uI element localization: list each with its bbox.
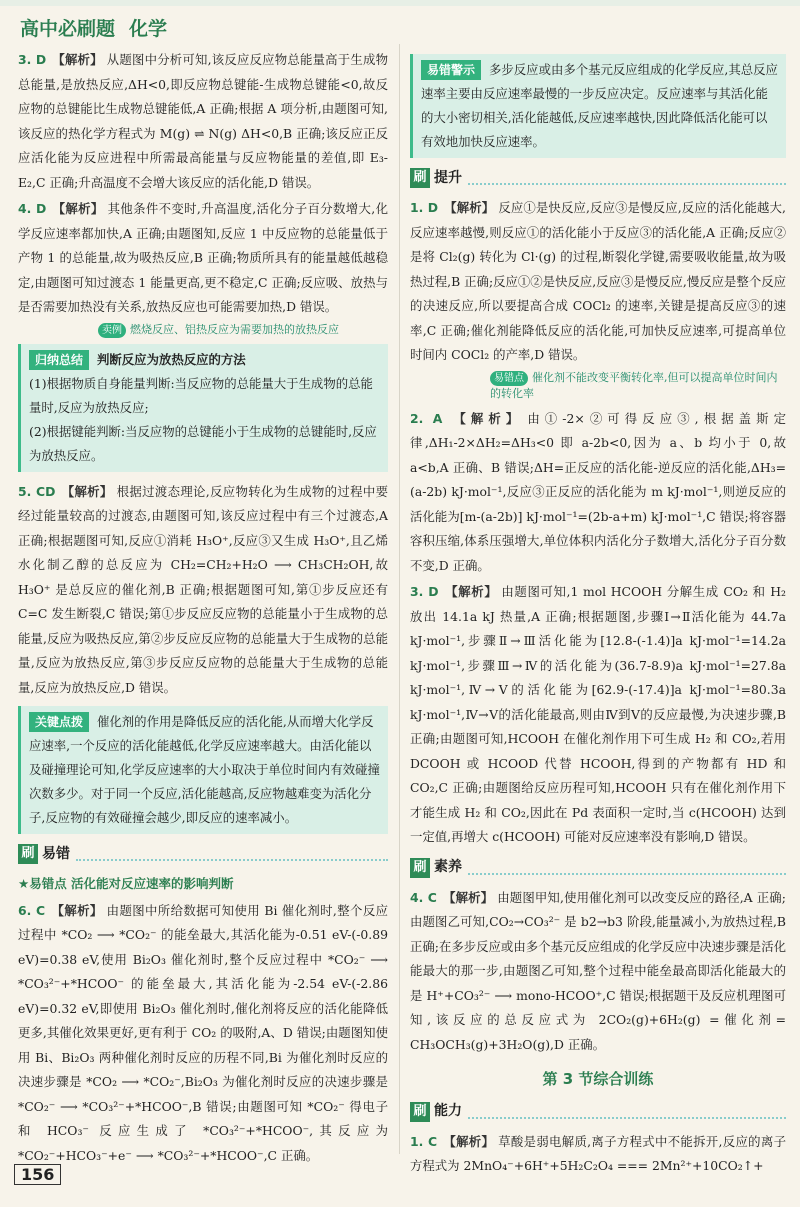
answer-item [410,1130,786,1179]
warning-text: 多步反应或由多个基元反应组成的化学反应,其总反应速率主要由反应速率最慢的一步反应决定。反应速率与其活化能的大小密切相关,活化能越低,反应速率越快,因此降低活化能可以有效地加快反应速率。 [421,62,778,149]
answer-number: 3. D [18,52,47,67]
answer-text: 其他条件不变时,升高温度,活化分子百分数增大,化学反应速率都加快,A 正确;由题图知,反应 1 中反应物的总能量低于产物 1 的总能量,故为吸热反应,B 正确;物质所具有的能量越低越稳定,由题图可知过渡态 1 能量更高,更不稳定,C 正确;反应吸、放热与是否需要加热没有关系,放热反应也可能需要加热,D 错误。 [18,201,388,314]
dotted-rule [468,1105,786,1119]
answer-number: 5. CD [18,483,56,499]
dotted-rule [468,861,786,875]
answer-text: 由题图可知,1 mol HCOOH 分解生成 CO₂ 和 H₂ 放出 14.1a kJ 热量,A 正确;根据题图,步骤Ⅰ→Ⅱ活化能为 44.7a kJ·mol⁻¹,步骤Ⅱ→Ⅲ活化能为[12.8-(-1.4)]a kJ·mol⁻¹=14.2a kJ·mol⁻¹,步骤Ⅲ→Ⅳ的活化能为(36.7-8.9)a kJ·mol⁻¹=27.8a kJ·mol⁻¹,Ⅳ→Ⅴ的活化能为[62.9-(-17.4)]a kJ·mol⁻¹=80.3a kJ·mol⁻¹,Ⅳ→Ⅴ的活化能最高,则由Ⅳ到Ⅴ的反应最慢,为决速步骤,B 正确;由题图可知,HCOOH 在催化剂作用下可生成 H₂ 和 CO₂,若用 DCOOH 或 HCOOD 代替 HCOOH,得到的产物都有 HD 和 CO₂,C 正确;由题图给反应历程可知,HCOOH 只有在催化剂作用下才能生成 H₂ 和 CO₂,因此在 Pd 表面积一定时,当 c(HCOOH) 达到一定值,再增大 c(HCOOH) 可能对反应速率没有影响,D 错误。 [410,584,786,844]
answer-number: 6. C [18,902,46,918]
section-suyang [410,856,786,880]
analysis-tag: 【解析】 [52,52,103,67]
section-badge: 刷 [410,1102,430,1122]
answer-item [410,886,786,1058]
analysis-tag: 【解析】 [52,201,104,216]
keypoint-box [18,706,388,834]
section-nengli [410,1100,786,1124]
keypoint-text: 催化剂的作用是降低反应的活化能,从而增大化学反应速率,一个反应的活化能越低,化学反应速率越大。由活化能以及碰撞理论可知,化学反应速率的大小取决于单位时间内有效碰撞次数多少。对于同一个反应,活化能越高,反应物越难变为活化分子,反应物的有效碰撞会越少,即反应的速率减小。 [29,714,380,825]
error-point-heading: ★易错点 活化能对反应速率的影响判断 [18,876,234,891]
note-text: 催化剂不能改变平衡转化率,但可以提高单位时间内的转化率 [490,370,778,400]
page-header [20,14,167,41]
answer-item [18,480,388,701]
analysis-tag: 【解析】 [444,584,498,599]
answer-item [18,48,388,195]
answer-item [18,899,388,1169]
keypoint-label: 关键点拨 [29,712,89,732]
analysis-tag: 【解析】 [442,889,494,905]
section-title: 能力 [434,1103,462,1120]
answer-text: 反应①是快反应,反应③是慢反应,反应的活化能越大,反应速率越慢,则反应①的活化能小于反应③的活化能,A 正确;反应②是将 Cl₂(g) 转化为 Cl·(g) 的过程,断裂化学键,需要吸收能量,故为吸热过程,B 正确;反应①②是快反应,反应③是慢反应,慢反应是整个反应的决速反应,所以要提高合成 COCl₂ 的速率,关键是提高反应③的速率,C 正确;催化剂能降低反应的活化能,可加快反应速率,可提高单位时间内 COCl₂ 的产率,D 错误。 [410,200,786,362]
margin-note [98,322,388,338]
answer-text: 从题图中分析可知,该反应反应物总能量高于生成物总能量,是放热反应,ΔH<0,即反应物总键能-生成物总键能<0,故反应物的总键能比生成物总键能低,A 正确;根据 A 项分析,由题图可知,该反应的热化学方程式为 M(g) ⇌ N(g) ΔH<0,B 正确;该反应正反应活化能为反应进程中所需最高能量与反应物能量的差值,即 E₃-E₂,C 正确;升高温度不会增大该反应的活化能,D 错误。 [18,52,388,190]
section-yicuo [18,842,388,866]
note-text: 燃烧反应、铝热反应为需要加热的放热反应 [130,322,339,336]
summary-box [18,344,388,472]
section-tisheng [410,166,786,190]
page-number: 156 [14,1164,61,1185]
analysis-tag: 【解析】 [61,483,113,499]
answer-item [410,580,786,850]
answer-item [18,197,388,320]
section-badge: 刷 [410,168,430,188]
subject-title: 化学 [129,18,168,40]
answer-item [410,407,786,579]
dotted-rule [468,171,786,185]
analysis-tag: 【解析】 [51,902,103,918]
answer-number: 4. C [410,889,437,905]
section-title: 易错 [42,845,70,862]
top-band [0,0,800,6]
section-badge: 刷 [410,858,430,878]
note-label: 易错点 [490,371,528,386]
analysis-tag: 【解析】 [448,410,524,426]
answer-text: 由题图甲知,使用催化剂可以改变反应的路径,A 正确;由题图乙可知,CO₂→CO₃²⁻ 是 b2→b3 阶段,能量减小,为放热过程,B 正确;在多步反应或由多个基元反应组成的化学反应中决速步骤是活化能最大的那一步,由题图乙可知,整个过程中能垒最高即活化能最大的是 H⁺+CO₃²⁻ ⟶ mono-HCOO⁺,C 错误;根据题干及反应机理图可知,该反应的总反应式为 2CO₂(g)+6H₂(g) =催化剂= CH₃OCH₃(g)+3H₂O(g),D 正确。 [410,889,786,1052]
answer-number: 4. D [18,201,47,216]
section-title: 提升 [434,169,462,186]
column-divider [399,44,400,1154]
section-title: 素养 [434,859,462,876]
right-column [410,48,786,1181]
answer-number: 3. D [410,584,439,599]
answer-text: 由①-2×②可得反应③,根据盖斯定律,ΔH₁-2×ΔH₂=ΔH₃<0 即 a-2b<0,因为 a、b 均小于 0,故 a<b,A 正确、B 错误;ΔH=正反应的活化能-逆反应的活化能,ΔH₃=(a-2b) kJ·mol⁻¹,反应③正反应的活化能为 m kJ·mol⁻¹,则逆反应的活化能为[m-(a-2b)] kJ·mol⁻¹=(2b-a+m) kJ·mol⁻¹,C 错误;将容器容积压缩,体系压强增大,单位体积内活化分子数增大,活化分子百分数不变,D 正确。 [410,410,787,573]
analysis-tag: 【解析】 [443,1133,495,1149]
left-column [18,48,388,1170]
warning-label: 易错警示 [421,60,481,80]
answer-number: 1. D [410,200,439,215]
answer-item [410,196,786,368]
warning-box [410,54,786,158]
note-label: 卖例 [98,323,126,338]
answer-text: 根据过渡态理论,反应物转化为生成物的过程中要经过能量较高的过渡态,由题图可知,该反应过程中有三个过渡态,A 正确;根据题图可知,反应①消耗 H₃O⁺,反应③又生成 H₃O⁺,且乙烯水化制乙醇的总反应为 CH₂=CH₂+H₂O ⟶ CH₃CH₂OH,故 H₃O⁺ 是总反应的催化剂,B 正确;根据题图可知,第①步反应还有 C=C 发生断裂,C 错误;第①步反应反应物的总能量小于生成物的总能量,反应为吸热反应,第②步反应反应物的总能量大于生成物的总能量,反应为放热反应,第③步反应反应物的总能量大于生成物的总能量,反应为放热反应,D 错误。 [18,483,388,695]
section-badge: 刷 [18,844,38,864]
chapter-section-title: 第 3 节综合训练 [542,1070,654,1088]
margin-note [490,370,786,401]
summary-label: 归纳总结 [29,350,89,370]
book-title: 高中必刷题 [20,18,116,40]
dotted-rule [76,847,388,861]
analysis-tag: 【解析】 [444,200,495,215]
summary-point: (2)根据键能判断:当反应物的总键能小于生成物的总键能时,反应为放热反应。 [29,423,377,463]
answer-number: 2. A [410,410,443,426]
answer-text: 草酸是弱电解质,离子方程式中不能拆开,反应的离子方程式为 2MnO₄⁻+6H⁺+5H₂C₂O₄ === 2Mn²⁺+10CO₂↑+ [410,1133,786,1173]
summary-title: 判断反应为放热反应的方法 [97,351,246,367]
summary-point: (1)根据物质自身能量判断:当反应物的总能量大于生成物的总能量时,反应为放热反应; [29,375,373,415]
answer-text: 由题图中所给数据可知使用 Bi 催化剂时,整个反应过程中 *CO₂ ⟶ *CO₂⁻ 的能垒最大,其活化能为-0.51 eV-(-0.89 eV)=0.38 eV,使用 Bi₂O₃ 催化剂时,整个反应过程中 *CO₂⁻ ⟶ *CO₃²⁻+*HCOO⁻ 的能垒最大,其活化能为-2.54 eV-(-2.86 eV)=0.32 eV,即使用 Bi₂O₃ 催化剂时,催化剂将反应的活化能降低更多,其催化效果更好,更有利于 CO₂ 的吸附,A、D 错误;由题图知使用 Bi、Bi₂O₃ 两种催化剂时反应的历程不同,Bi 为催化剂时反应的决速步骤是 *CO₂ ⟶ *CO₂⁻,Bi₂O₃ 为催化剂时反应的决速步骤是 *CO₂⁻ ⟶ *CO₃²⁻+*HCOO⁻,B 错误;由题图可知 *CO₂⁻ 得电子和 HCO₃⁻ 反应生成了 *CO₃²⁻+*HCOO⁻,其反应为 *CO₂⁻+HCO₃⁻+e⁻ ⟶ *CO₃²⁻+*HCOO⁻,C 正确。 [18,902,388,1163]
answer-number: 1. C [410,1133,438,1149]
